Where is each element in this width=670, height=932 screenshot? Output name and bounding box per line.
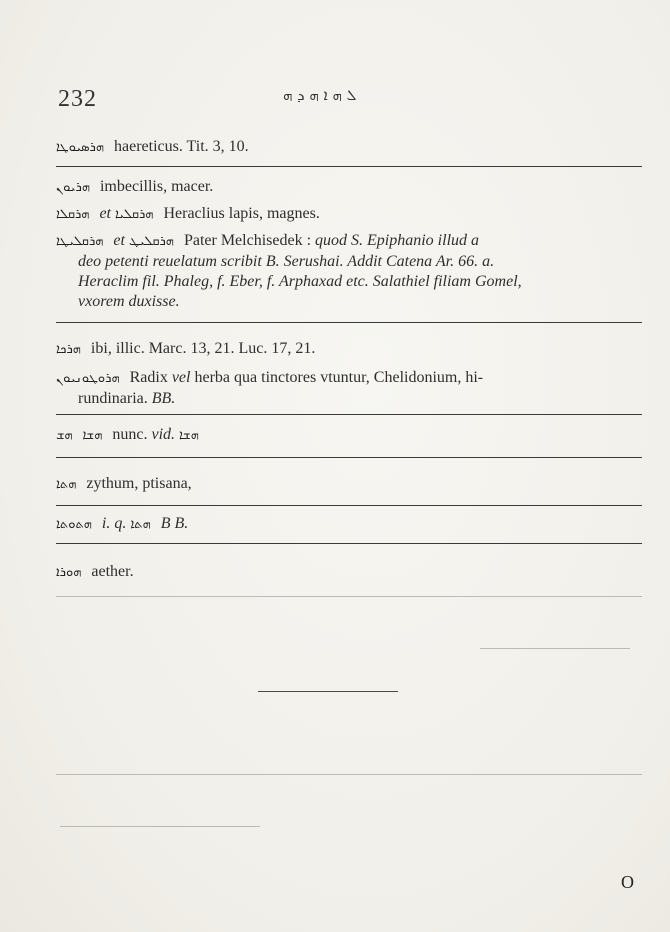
entry-abbreviation: BB. [151, 390, 176, 407]
syriac-reference: ܗܫܐ [179, 428, 199, 443]
syriac-headword: ܗܪܩܠܐ [56, 207, 90, 222]
syriac-variant: ܗܪܩܠܝܐ [115, 207, 154, 222]
dictionary-entry [56, 368, 646, 409]
entry-continuation: Heraclim fil. Phaleg, f. Eber, f. Arphaxad etc. Salathiel filiam Gomel, [78, 273, 522, 290]
entry-definition-italic: quod S. Epiphanio illud a [315, 232, 480, 249]
dictionary-entry [56, 177, 646, 198]
bleed-through-line [480, 648, 630, 649]
entry-abbreviation: B B. [160, 515, 189, 532]
entry-definition: Radix [129, 369, 168, 386]
entry-definition: imbecillis, macer. [99, 178, 214, 195]
dictionary-entry [56, 514, 646, 535]
syriac-variant: ܗܫ [56, 428, 73, 443]
syriac-variant: ܗܪܩܠܝܛ [128, 234, 174, 249]
entry-rule [56, 505, 642, 506]
bleed-through-line [56, 774, 642, 775]
dictionary-entry [56, 137, 646, 158]
catchword: O [621, 872, 634, 892]
dictionary-entry [56, 231, 646, 312]
entry-definition-italic: vel [171, 369, 191, 386]
entry-rule [56, 543, 642, 544]
syriac-headword: ܗܪܣܝܘܛܐ [56, 140, 104, 155]
page-number: 232 [58, 86, 97, 112]
syriac-headword: ܗܪܝܘܢ [56, 180, 90, 195]
entry-definition-italic: vid. [151, 426, 176, 443]
entry-rule [56, 322, 642, 323]
syriac-headword: ܗܪܘܛܘܢܝܘܢ [56, 371, 120, 386]
entry-definition: aether. [91, 563, 134, 580]
entry-rule [56, 414, 642, 415]
entry-definition: herba qua tinctores vtuntur, Chelidonium, hi- [194, 369, 484, 386]
entry-continuation: vxorem duxisse. [78, 293, 180, 310]
entry-definition: Heraclius lapis, magnes. [163, 205, 320, 222]
running-head: ܠ ܗ ܐ ܗ ܕ ܗ [283, 86, 357, 104]
syriac-headword: ܗܫܐ [82, 428, 103, 443]
entry-definition: nunc. [112, 426, 148, 443]
entry-definition: ibi, illic. Marc. 13, 21. Luc. 17, 21. [90, 340, 316, 357]
entry-continuation-line [56, 389, 646, 409]
entry-rule [56, 457, 642, 458]
entry-continuation: deo petenti reuelatum scribit B. Serushai. Addit Catena Ar. 66. a. [78, 253, 495, 270]
bleed-through-line [56, 596, 642, 597]
syriac-headword: ܗܪܩܠܝܛܐ [56, 234, 104, 249]
dictionary-entry [56, 204, 646, 225]
section-end-rule [258, 691, 398, 692]
syriac-variant: ܗܬܐ [130, 517, 151, 532]
syriac-headword: ܗܪܟܐ [56, 342, 81, 357]
syriac-headword: ܗܬܘܬܐ [56, 517, 92, 532]
entry-definition-italic: i. q. [101, 515, 127, 532]
syriac-headword: ܗܬܐ [56, 477, 77, 492]
entry-connector: et [99, 205, 111, 222]
syriac-headword: ܗܘܪܐ [56, 565, 82, 580]
dictionary-entry [56, 339, 646, 360]
entry-rule [56, 166, 642, 167]
entry-definition: zythum, ptisana, [86, 475, 192, 492]
dictionary-entry [56, 562, 646, 583]
entry-continuation: rundinaria. [78, 390, 148, 407]
bleed-through-line [60, 826, 260, 827]
dictionary-entry [56, 474, 646, 495]
entry-connector: et [113, 232, 125, 249]
entry-definition: Pater Melchisedek : [183, 232, 312, 249]
entry-definition: haereticus. Tit. 3, 10. [113, 138, 249, 155]
dictionary-entry [56, 425, 646, 446]
